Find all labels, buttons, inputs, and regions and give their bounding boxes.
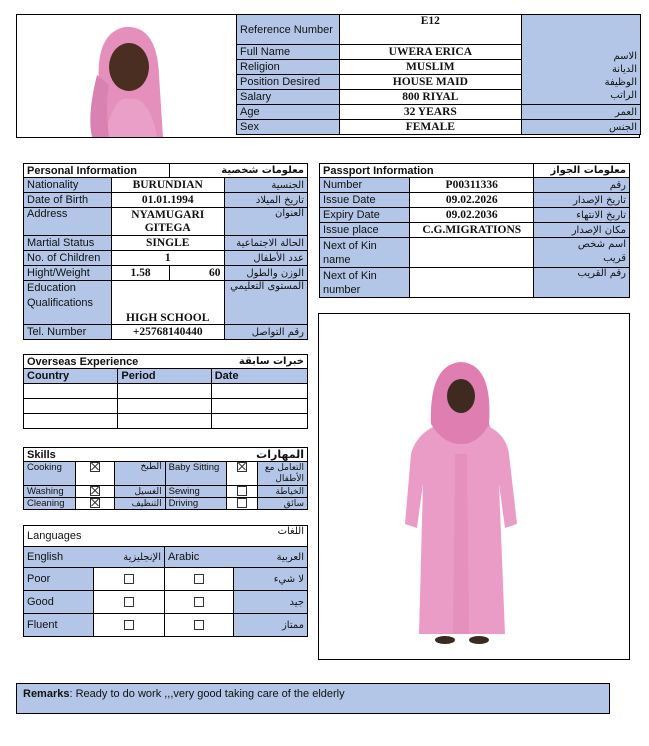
checkbox-icon[interactable] bbox=[124, 597, 134, 607]
checkbox-icon[interactable] bbox=[124, 620, 134, 630]
skill-sewing: Sewing bbox=[165, 486, 226, 498]
ar-age: العمر bbox=[521, 105, 640, 120]
ar-skill-driving: سائق bbox=[257, 498, 307, 510]
label-passport-number: Number bbox=[320, 178, 410, 193]
english-fluent-check[interactable] bbox=[94, 614, 165, 637]
remarks-box bbox=[16, 683, 610, 714]
remarks-text: : Ready to do work ,,,very good taking care of the elderly bbox=[69, 688, 345, 700]
skill-cooking: Cooking bbox=[24, 462, 76, 486]
label-kin-number bbox=[320, 268, 410, 298]
label-height-weight: Hight/Weight bbox=[24, 266, 112, 281]
ar-tel: رقم التواصل bbox=[224, 325, 307, 340]
address-line2: GITEGA bbox=[144, 221, 191, 234]
skill-cleaning-check[interactable] bbox=[75, 498, 114, 510]
ar-salary: الراتب bbox=[610, 90, 637, 101]
ar-height-weight: الوزن والطول bbox=[224, 266, 307, 281]
label-issue-date: Issue Date bbox=[320, 193, 410, 208]
skill-cleaning: Cleaning bbox=[24, 498, 76, 510]
english-good-check[interactable] bbox=[94, 591, 165, 614]
personal-title-ar: معلومات شخصية bbox=[170, 164, 308, 178]
table-row bbox=[24, 399, 308, 414]
ar-nationality: الجنسية bbox=[224, 178, 307, 193]
ar-children: عدد الأطفال bbox=[224, 251, 307, 266]
label-dob: Date of Birth bbox=[24, 193, 112, 208]
value-address bbox=[111, 208, 224, 236]
col-period: Period bbox=[118, 369, 211, 384]
kin-number-line1: Next of Kin bbox=[323, 269, 377, 282]
value-nationality: BURUNDIAN bbox=[111, 178, 224, 193]
value-weight: 60 bbox=[170, 266, 224, 281]
arabic-good-check[interactable] bbox=[165, 591, 234, 614]
ar-position: الوظيفة bbox=[604, 77, 637, 88]
col-country: Country bbox=[24, 369, 118, 384]
label-fullname: Full Name bbox=[237, 45, 340, 60]
value-fullname: UWERA ERICA bbox=[339, 45, 521, 60]
value-religion: MUSLIM bbox=[339, 60, 521, 75]
value-marital: SINGLE bbox=[111, 236, 224, 251]
ar-kin-name-line1: اسم شخص bbox=[577, 239, 626, 250]
level-good: Good bbox=[24, 591, 94, 614]
overseas-title-ar: خبرات سابقة bbox=[211, 355, 307, 369]
lang-english-ar: الإنجليزية bbox=[94, 547, 165, 568]
ar-education: المستوى التعليمي bbox=[224, 281, 307, 325]
label-kin-name bbox=[320, 238, 410, 268]
checkbox-icon[interactable] bbox=[194, 620, 204, 630]
overseas-table bbox=[23, 354, 308, 429]
label-religion: Religion bbox=[237, 60, 340, 75]
value-expiry-date: 09.02.2036 bbox=[410, 208, 534, 223]
ar-name: الاسم bbox=[613, 51, 637, 62]
col-date: Date bbox=[211, 369, 307, 384]
value-issue-date: 09.02.2026 bbox=[410, 193, 534, 208]
skill-cooking-check[interactable] bbox=[75, 462, 114, 486]
ar-marital: الحالة الاجتماعية bbox=[224, 236, 307, 251]
label-tel: Tel. Number bbox=[24, 325, 112, 340]
lang-arabic: Arabic bbox=[165, 547, 234, 568]
header-arabic-labels bbox=[521, 15, 640, 105]
ar-babysitting-line1: التعامل مع bbox=[264, 462, 304, 473]
ar-level-good: جيد bbox=[234, 591, 308, 614]
skill-driving: Driving bbox=[165, 498, 226, 510]
ar-religion: الديانة bbox=[611, 64, 637, 75]
ar-skill-cooking: الطبخ bbox=[114, 462, 165, 486]
ar-passport-number: رقم bbox=[534, 178, 630, 193]
table-row bbox=[24, 414, 308, 429]
checkbox-icon[interactable] bbox=[90, 498, 100, 508]
value-issue-place: C.G.MIGRATIONS bbox=[410, 223, 534, 238]
portrait-photo bbox=[17, 15, 236, 137]
lang-arabic-ar: العربية bbox=[234, 547, 308, 568]
checkbox-icon[interactable] bbox=[237, 498, 247, 508]
level-poor: Poor bbox=[24, 568, 94, 591]
english-poor-check[interactable] bbox=[94, 568, 165, 591]
arabic-fluent-check[interactable] bbox=[165, 614, 234, 637]
table-row bbox=[24, 384, 308, 399]
checkbox-icon[interactable] bbox=[237, 486, 247, 496]
ar-skill-sewing: الخياطة bbox=[257, 486, 307, 498]
skill-washing-check[interactable] bbox=[75, 486, 114, 498]
passport-title-ar: معلومات الجواز bbox=[534, 164, 630, 178]
ar-level-fluent: ممتاز bbox=[234, 614, 308, 637]
value-dob: 01.01.1994 bbox=[111, 193, 224, 208]
kin-name-line2: name bbox=[323, 253, 351, 266]
value-children: 1 bbox=[111, 251, 224, 266]
value-passport-number: P00311336 bbox=[410, 178, 534, 193]
languages-title-ar: اللغات bbox=[165, 526, 308, 547]
ar-dob: تاريخ الميلاد bbox=[224, 193, 307, 208]
ar-issue-date: تاريخ الإصدار bbox=[534, 193, 630, 208]
label-salary: Salary bbox=[237, 90, 340, 105]
lang-english: English bbox=[24, 547, 94, 568]
value-age: 32 YEARS bbox=[339, 105, 521, 120]
checkbox-icon[interactable] bbox=[90, 462, 100, 472]
checkbox-icon[interactable] bbox=[194, 574, 204, 584]
ar-level-poor: لا شيء bbox=[234, 568, 308, 591]
ar-skill-babysitting bbox=[257, 462, 307, 486]
value-reference: E12 bbox=[339, 15, 521, 45]
checkbox-icon[interactable] bbox=[124, 574, 134, 584]
checkbox-icon[interactable] bbox=[194, 597, 204, 607]
label-nationality: Nationality bbox=[24, 178, 112, 193]
education-label-line2: Qualifications bbox=[27, 297, 94, 309]
overseas-title: Overseas Experience bbox=[24, 355, 212, 369]
header-section bbox=[16, 14, 640, 138]
languages-title: Languages bbox=[24, 526, 165, 547]
level-fluent: Fluent bbox=[24, 614, 94, 637]
ar-kin-number: رقم القريب bbox=[534, 268, 630, 298]
ar-skill-washing: الغسيل bbox=[114, 486, 165, 498]
education-label-line1: Education bbox=[27, 282, 76, 294]
label-marital: Martial Status bbox=[24, 236, 112, 251]
ar-babysitting-line2: الأطفال bbox=[275, 473, 304, 484]
full-body-photo bbox=[318, 313, 630, 660]
passport-info-table bbox=[319, 163, 630, 298]
skill-sewing-check[interactable] bbox=[226, 486, 257, 498]
ar-sex: الجنس bbox=[521, 120, 640, 135]
ar-issue-place: مكان الإصدار bbox=[534, 223, 630, 238]
portrait-woman-image bbox=[17, 15, 236, 137]
label-age: Age bbox=[237, 105, 340, 120]
ar-kin-name bbox=[534, 238, 630, 268]
label-sex: Sex bbox=[237, 120, 340, 135]
skill-babysitting-check[interactable] bbox=[226, 462, 257, 486]
ar-kin-name-line2: قريب bbox=[603, 253, 626, 264]
skill-driving-check[interactable] bbox=[226, 498, 257, 510]
label-children: No. of Children bbox=[24, 251, 112, 266]
skills-title-ar: المهارات bbox=[165, 448, 307, 462]
checkbox-icon[interactable] bbox=[237, 462, 247, 472]
label-address: Address bbox=[24, 208, 112, 236]
skills-title: Skills bbox=[24, 448, 166, 462]
value-kin-number bbox=[410, 268, 534, 298]
ar-skill-cleaning: التنظيف bbox=[114, 498, 165, 510]
value-kin-name bbox=[410, 238, 534, 268]
kin-name-line1: Next of Kin bbox=[323, 239, 377, 252]
languages-table bbox=[23, 525, 308, 637]
standing-woman-image bbox=[319, 314, 629, 659]
value-tel: +25768140440 bbox=[111, 325, 224, 340]
value-height: 1.58 bbox=[111, 266, 169, 281]
personal-title: Personal Information bbox=[24, 164, 170, 178]
skill-babysitting: Baby Sitting bbox=[165, 462, 226, 486]
remarks-label: Remarks bbox=[23, 688, 70, 700]
label-reference: Reference Number bbox=[237, 15, 340, 45]
ar-expiry-date: تاريخ الانتهاء bbox=[534, 208, 630, 223]
passport-title: Passport Information bbox=[320, 164, 534, 178]
value-position: HOUSE MAID bbox=[339, 75, 521, 90]
skill-washing: Washing bbox=[24, 486, 76, 498]
label-issue-place: Issue place bbox=[320, 223, 410, 238]
value-sex: FEMALE bbox=[339, 120, 521, 135]
personal-info-table bbox=[23, 163, 308, 340]
label-expiry-date: Expiry Date bbox=[320, 208, 410, 223]
value-education: HIGH SCHOOL bbox=[111, 281, 224, 325]
label-education bbox=[24, 281, 112, 325]
kin-number-line2: number bbox=[323, 283, 361, 296]
ar-address: العنوان bbox=[224, 208, 307, 236]
header-table bbox=[236, 14, 641, 135]
checkbox-icon[interactable] bbox=[90, 486, 100, 496]
arabic-poor-check[interactable] bbox=[165, 568, 234, 591]
address-line1: NYAMUGARI bbox=[131, 208, 205, 221]
value-salary: 800 RIYAL bbox=[339, 90, 521, 105]
skills-table bbox=[23, 447, 308, 510]
label-position: Position Desired bbox=[237, 75, 340, 90]
